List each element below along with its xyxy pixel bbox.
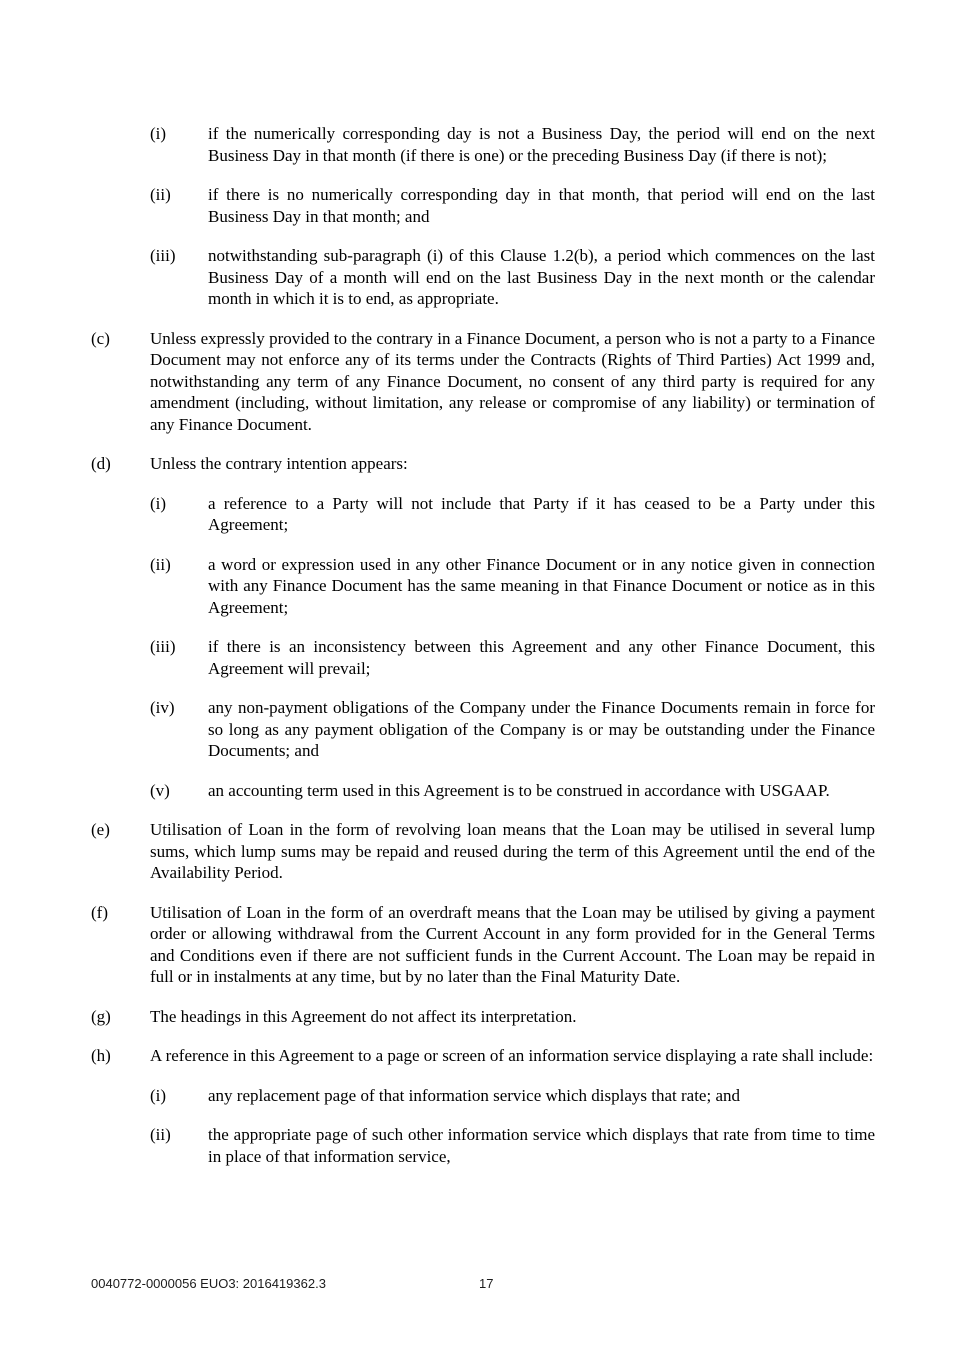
clause-block: [91, 328, 875, 436]
clause-text: the appropriate page of such other information service which displays that rate from time to time in place of that information service,: [208, 1125, 875, 1166]
clause-block: [150, 1085, 875, 1107]
clause-block: [150, 184, 875, 227]
clause-block: [91, 1045, 875, 1067]
clause-block: [91, 819, 875, 884]
clause-block: [91, 453, 875, 475]
clause-label: (iii): [150, 637, 176, 656]
clause-label: (v): [150, 780, 170, 800]
clause-block: [150, 245, 875, 310]
clause-block: [150, 780, 875, 802]
clause-text: a reference to a Party will not include that Party if it has ceased to be a Party under this Agreement;: [208, 493, 875, 534]
clause-block: [150, 1124, 875, 1167]
clause-text: Utilisation of Loan in the form of revolving loan means that the Loan may be utilised in several lump sums, which lump sums may be repaid and reused during the term of this Agreement until the end of the Availability Period.: [150, 820, 875, 882]
document-body: [91, 123, 875, 1185]
clause-label: (h): [91, 1046, 111, 1065]
clause-block: [150, 554, 875, 619]
clause-label: (iv): [150, 698, 175, 717]
clause-text: any replacement page of that information service which displays that rate; and: [208, 1085, 740, 1105]
clause-text: an accounting term used in this Agreement is to be construed in accordance with USGAAP.: [208, 780, 830, 800]
clause-block: [150, 123, 875, 166]
clause-label: (iii): [150, 246, 176, 265]
clause-text: if there is an inconsistency between this Agreement and any other Finance Document, this Agreement will prevail;: [208, 637, 875, 678]
page-footer: [91, 1276, 874, 1296]
clause-text: if there is no numerically corresponding day in that month, that period will end on the last Business Day in that month; and: [208, 185, 875, 226]
clause-label: (g): [91, 1006, 111, 1026]
clause-label: (f): [91, 902, 108, 922]
clause-label: (ii): [150, 554, 171, 574]
clause-text: Unless the contrary intention appears:: [150, 454, 408, 473]
footer-doc-reference: 0040772-0000056 EUO3: 2016419362.3: [91, 1276, 326, 1291]
clause-text: The headings in this Agreement do not affect its interpretation.: [150, 1006, 577, 1026]
clause-label: (i): [150, 1085, 167, 1105]
clause-text: if the numerically corresponding day is not a Business Day, the period will end on the next Business Day in that month (if there is one) or the preceding Business Day (if there is not);: [208, 124, 875, 165]
clause-label: (d): [91, 454, 111, 473]
clause-label: (e): [91, 820, 110, 839]
clause-block: [150, 636, 875, 679]
clause-text: Utilisation of Loan in the form of an overdraft means that the Loan may be utilised by giving a payment order or allowing withdrawal from the Current Account in any form provided for in the General Terms and Conditions even if there are not sufficient funds in the Current Account. The Loan may be repaid in full or in instalments at any time, but by no later than the Final Maturity Date.: [150, 902, 875, 986]
clause-label: (c): [91, 328, 110, 348]
clause-label: (i): [150, 493, 167, 513]
clause-block: [150, 697, 875, 762]
clause-text: notwithstanding sub-paragraph (i) of this Clause 1.2(b), a period which commences on the last Business Day of a month will end on the last Business Day in the next month or the calendar month in which it is to end, as appropriate.: [208, 246, 875, 308]
clause-text: any non-payment obligations of the Company under the Finance Documents remain in force for so long as any payment obligation of the Company is or may be outstanding under the Finance Documents; and: [208, 698, 875, 760]
clause-text: a word or expression used in any other Finance Document or in any notice given in connection with any Finance Document has the same meaning in that Finance Document or notice as in this Agreement;: [208, 554, 875, 617]
clause-text: Unless expressly provided to the contrary in a Finance Document, a person who is not a party to a Finance Document may not enforce any of its terms under the Contracts (Rights of Third Parties) Act 1999 and, notwithstanding any term of any Finance Document, no consent of any third party is required for any amendment (including, without limitation, any release or compromise of any liability) or termination of any Finance Document.: [150, 328, 875, 434]
clause-block: [91, 1006, 875, 1028]
footer-page-number: 17: [479, 1276, 494, 1291]
clause-block: [91, 902, 875, 988]
clause-block: [150, 493, 875, 536]
clause-label: (ii): [150, 1125, 171, 1144]
clause-label: (i): [150, 124, 167, 143]
clause-text: A reference in this Agreement to a page or screen of an information service displaying a rate shall include:: [150, 1046, 874, 1065]
clause-label: (ii): [150, 185, 171, 204]
